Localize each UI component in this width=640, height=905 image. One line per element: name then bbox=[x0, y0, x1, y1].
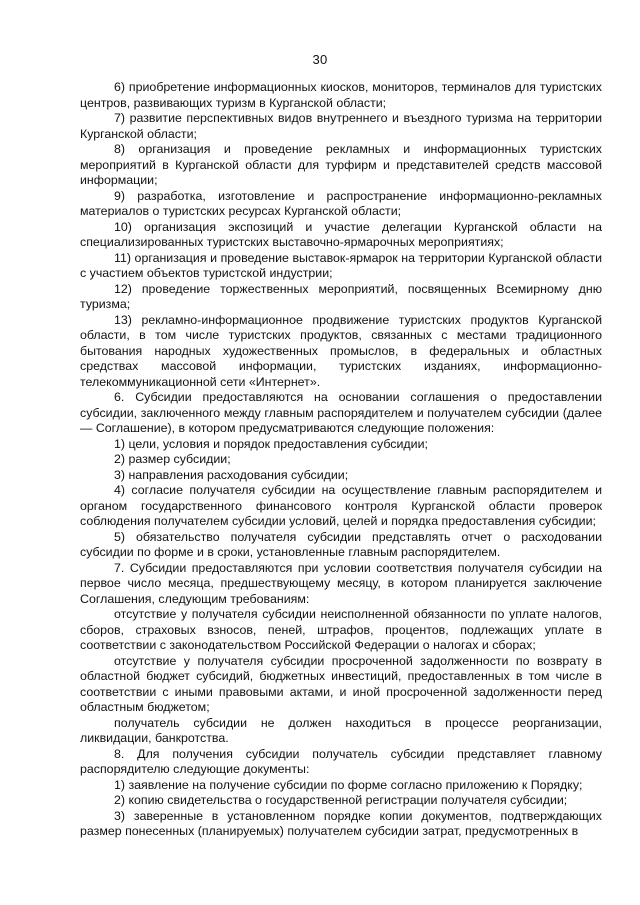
paragraph: 10) организация экспозиций и участие делегации Курганской области на специализированных туристских выставочно-ярмарочных мероприятиях; bbox=[80, 219, 602, 249]
paragraph: 4) согласие получателя субсидии на осуществление главным распорядителем и органом государственного финансового контроля Курганской области проверок соблюдения получателем субсидии условий, целей и порядка предоставления субсидии; bbox=[80, 483, 602, 528]
paragraph: 6. Субсидии предоставляются на основании соглашения о предоставлении субсидии, заключенного между главным распорядителем и получателем субсидии (далее — Соглашение), в котором предусматриваются следующие положения: bbox=[80, 390, 602, 435]
paragraph: получатель субсидии не должен находиться в процессе реорганизации, ликвидации, банкротства. bbox=[80, 715, 602, 745]
paragraph: 1) заявление на получение субсидии по форме согласно приложению к Порядку; bbox=[114, 777, 583, 792]
paragraph: 9) разработка, изготовление и распространение информационно-рекламных материалов о туристских ресурсах Курганской области; bbox=[80, 188, 602, 218]
paragraph: 7) развитие перспективных видов внутреннего и въездного туризма на территории Курганской области; bbox=[80, 111, 602, 141]
paragraph: 6) приобретение информационных киосков, мониторов, терминалов для туристских центров, развивающих туризм в Курганской области; bbox=[80, 80, 602, 110]
paragraph: 13) рекламно-информационное продвижение туристских продуктов Курганской области, в том числе туристских продуктов, связанных с местами традиционного бытования народных художественных промыслов, в федеральных и областных средствах массовой информации, туристских изданиях, информационно-телекоммуникационной сети «Интернет». bbox=[80, 312, 602, 389]
page-number: 30 bbox=[312, 52, 328, 67]
paragraph: 3) заверенные в установленном порядке копии документов, подтверждающих размер понесенных (планируемых) получателем субсидии затрат, предусмотренных в bbox=[80, 808, 602, 838]
paragraph: 7. Субсидии предоставляются при условии соответствия получателя субсидии на первое число месяца, предшествующему месяцу, в котором планируется заключение Соглашения, следующим требованиям: bbox=[80, 560, 602, 606]
paragraph: 2) копию свидетельства о государственной регистрации получателя субсидии; bbox=[114, 793, 568, 807]
paragraph: 5) обязательство получателя субсидии представлять отчет о расходовании субсидии по форме и в сроки, установленные главным распорядителем. bbox=[80, 529, 602, 559]
paragraph: 2) размер субсидии; bbox=[114, 452, 231, 466]
paragraph: отсутствие у получателя субсидии неисполненной обязанности по уплате налогов, сборов, страховых взносов, пеней, штрафов, процентов, подлежащих уплате в соответствии с законодательством Российской Федерации о налогах и сборах; bbox=[80, 607, 602, 652]
paragraph: 3) направления расходования субсидии; bbox=[114, 467, 349, 482]
paragraph: 1) цели, условия и порядок предоставления субсидии; bbox=[114, 436, 428, 451]
paragraph: отсутствие у получателя субсидии просроченной задолженности по возврату в областной бюджет субсидий, бюджетных инвестиций, предоставленных в том числе в соответствии с иными правовыми актами, и иной просроченной задолженности перед областным бюджетом; bbox=[80, 653, 602, 714]
document-body bbox=[80, 80, 602, 840]
paragraph: 8) организация и проведение рекламных и информационных туристских мероприятий в Курганской области для турфирм и представителей средств массовой информации; bbox=[80, 142, 602, 187]
paragraph: 11) организация и проведение выставок-ярмарок на территории Курганской области с участием объектов туристской индустрии; bbox=[80, 250, 602, 280]
paragraph: 12) проведение торжественных мероприятий, посвященных Всемирному дню туризма; bbox=[80, 281, 602, 311]
paragraph: 8. Для получения субсидии получатель субсидии представляет главному распорядителю следующие документы: bbox=[80, 746, 602, 776]
